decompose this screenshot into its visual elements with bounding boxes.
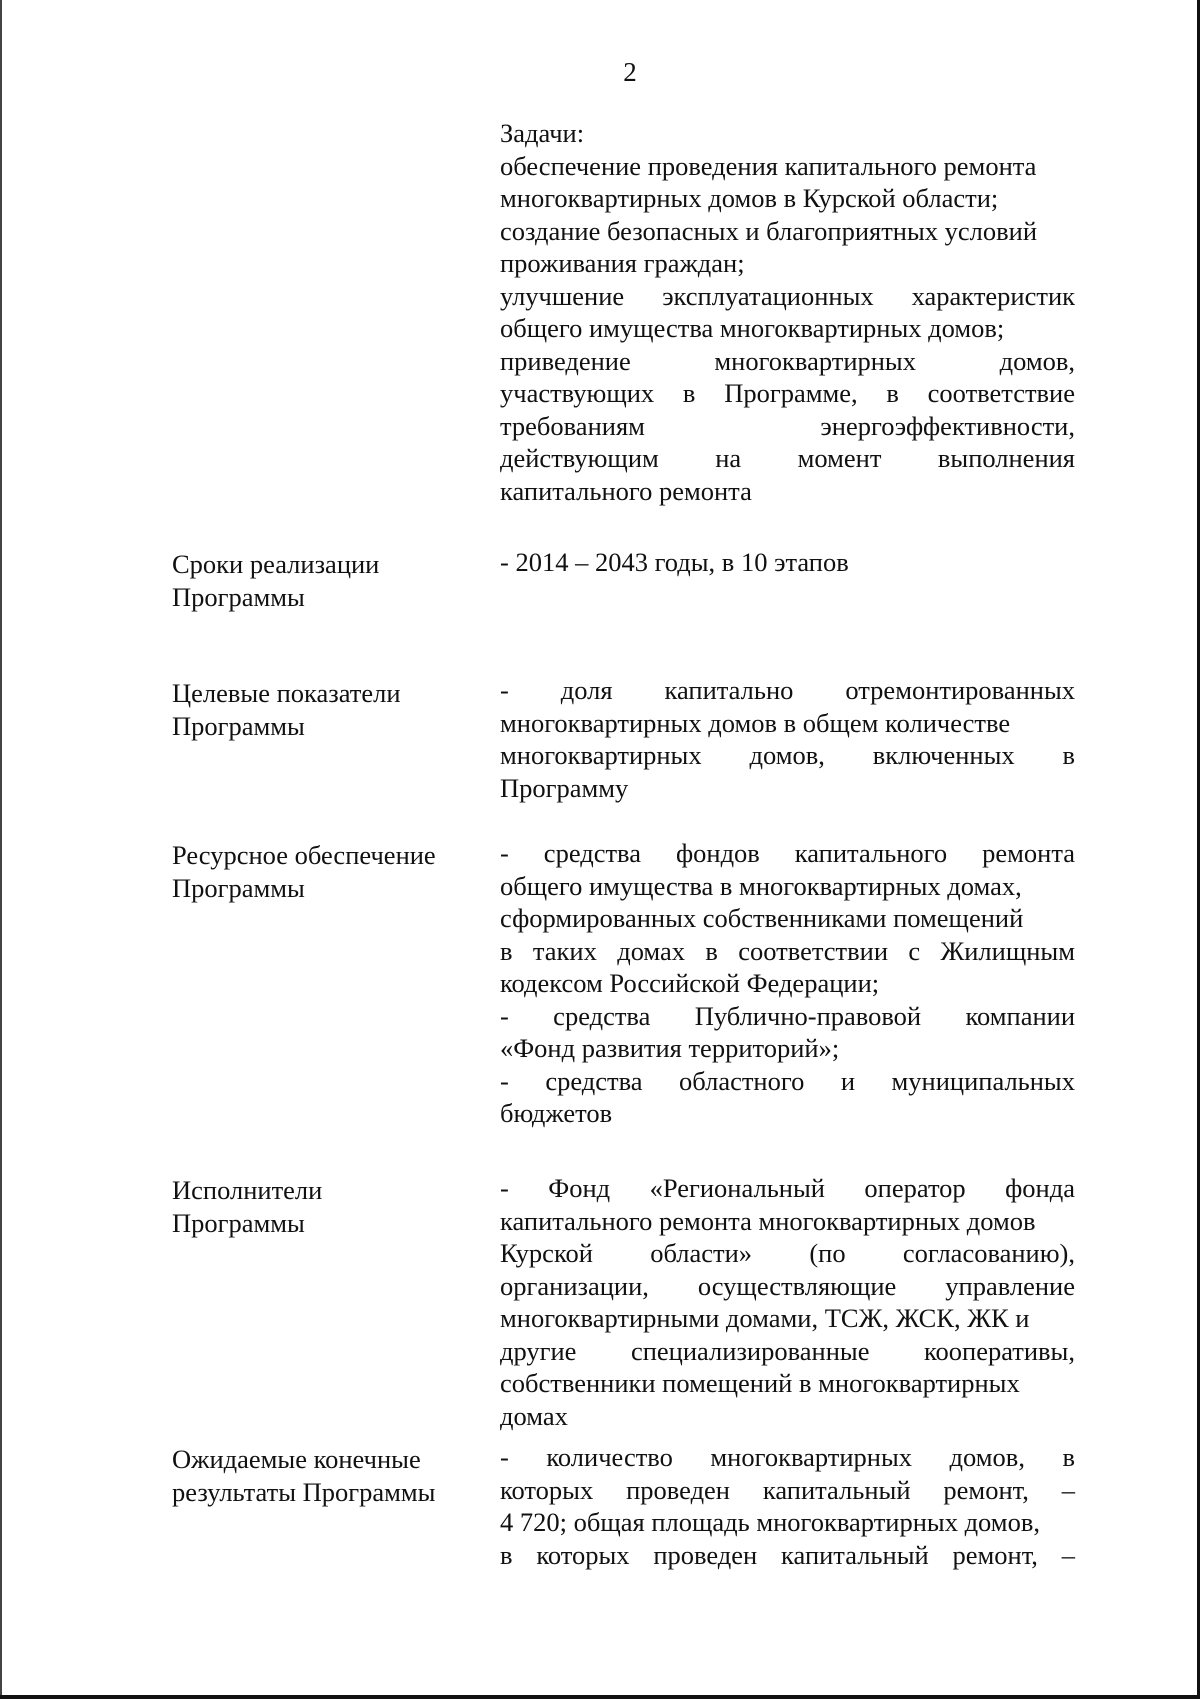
tasks-line: требованиям энергоэффективности,	[500, 410, 1075, 441]
section-content-line: домах	[500, 1400, 568, 1431]
section-label-line: Исполнители	[172, 1175, 323, 1205]
section-content-line: Курской области» (по согласованию),	[500, 1238, 1075, 1268]
section-content-line: - средства фондов капитального ремонта	[500, 838, 1075, 868]
section-content-line: кодексом Российской Федерации;	[500, 968, 880, 998]
tasks-line: общего имущества многоквартирных домов;	[500, 313, 1005, 343]
section-content-line: 4 720; общая площадь многоквартирных домов,	[500, 1507, 1040, 1537]
tasks-line: многоквартирных домов в Курской области;	[500, 183, 999, 213]
section-label-line: Программы	[172, 872, 305, 903]
tasks-heading: Задачи:	[500, 118, 585, 148]
section-content-resources	[500, 837, 1075, 1130]
section-content-line: капитального ремонта многоквартирных домов	[500, 1205, 1036, 1236]
section-content-line: Программу	[500, 772, 629, 803]
section-label-executors	[172, 1174, 472, 1239]
scan-border-left	[0, 0, 2, 1699]
tasks-line: обеспечение проведения капитального ремонта	[500, 150, 1037, 181]
section-content-line: которых проведен капитальный ремонт, –	[500, 1474, 1075, 1505]
tasks-line: капитального ремонта	[500, 475, 752, 506]
section-content-line: в таких домах в соответствии с Жилищным	[500, 935, 1075, 966]
section-content-line: организации, осуществляющие управление	[500, 1270, 1075, 1301]
section-content-line: - Фонд «Региональный оператор фонда	[500, 1173, 1075, 1203]
tasks-line: участвующих в Программе, в соответствие	[500, 378, 1075, 408]
section-content-results	[500, 1441, 1075, 1571]
section-label-line: Ожидаемые конечные	[172, 1444, 421, 1474]
section-label-targets	[172, 677, 472, 742]
section-content-line: - средства Публично-правовой компании	[500, 1000, 1075, 1031]
section-content-line: «Фонд развития территорий»;	[500, 1033, 840, 1063]
section-content-targets	[500, 674, 1075, 804]
section-label-line: Программы	[172, 1207, 305, 1238]
section-content-line: многоквартирными домами, ТСЖ, ЖСК, ЖК и	[500, 1303, 1030, 1333]
section-content-line: - количество многоквартирных домов, в	[500, 1442, 1075, 1472]
section-label-line: Ресурсное обеспечение	[172, 840, 436, 870]
section-content-line: многоквартирных домов в общем количестве	[500, 707, 1011, 738]
scan-border-bottom	[0, 1695, 1200, 1699]
section-content-line: в которых проведен капитальный ремонт, –	[500, 1539, 1075, 1570]
tasks-block	[500, 117, 1075, 507]
section-content-line: - доля капитально отремонтированных	[500, 675, 1075, 705]
section-label-timeline	[172, 548, 472, 613]
section-label-line: Программы	[172, 710, 305, 741]
tasks-line: приведение многоквартирных домов,	[500, 345, 1075, 376]
section-content-line: - средства областного и муниципальных	[500, 1065, 1075, 1096]
tasks-line: действующим на момент выполнения	[500, 443, 1075, 473]
section-content-line: собственники помещений в многоквартирных	[500, 1368, 1020, 1398]
tasks-line: улучшение эксплуатационных характеристик	[500, 280, 1075, 311]
section-label-line: Сроки реализации	[172, 549, 380, 579]
section-label-results	[172, 1443, 472, 1508]
section-label-resources	[172, 839, 472, 904]
section-label-line: Целевые показатели	[172, 678, 401, 708]
section-label-line: Программы	[172, 581, 305, 612]
tasks-line: проживания граждан;	[500, 248, 745, 278]
tasks-line: создание безопасных и благоприятных условий	[500, 215, 1038, 246]
section-content-line: другие специализированные кооперативы,	[500, 1335, 1075, 1366]
section-content-timeline	[500, 546, 1075, 579]
section-content-line: бюджетов	[500, 1098, 613, 1128]
section-content-line: сформированных собственниками помещений	[500, 903, 1024, 933]
section-content-line: - 2014 – 2043 годы, в 10 этапов	[500, 547, 849, 577]
section-content-line: общего имущества в многоквартирных домах,	[500, 870, 1022, 901]
section-content-executors	[500, 1172, 1075, 1432]
section-content-line: многоквартирных домов, включенных в	[500, 740, 1075, 770]
section-label-line: результаты Программы	[172, 1476, 436, 1507]
page-number: 2	[623, 57, 637, 87]
